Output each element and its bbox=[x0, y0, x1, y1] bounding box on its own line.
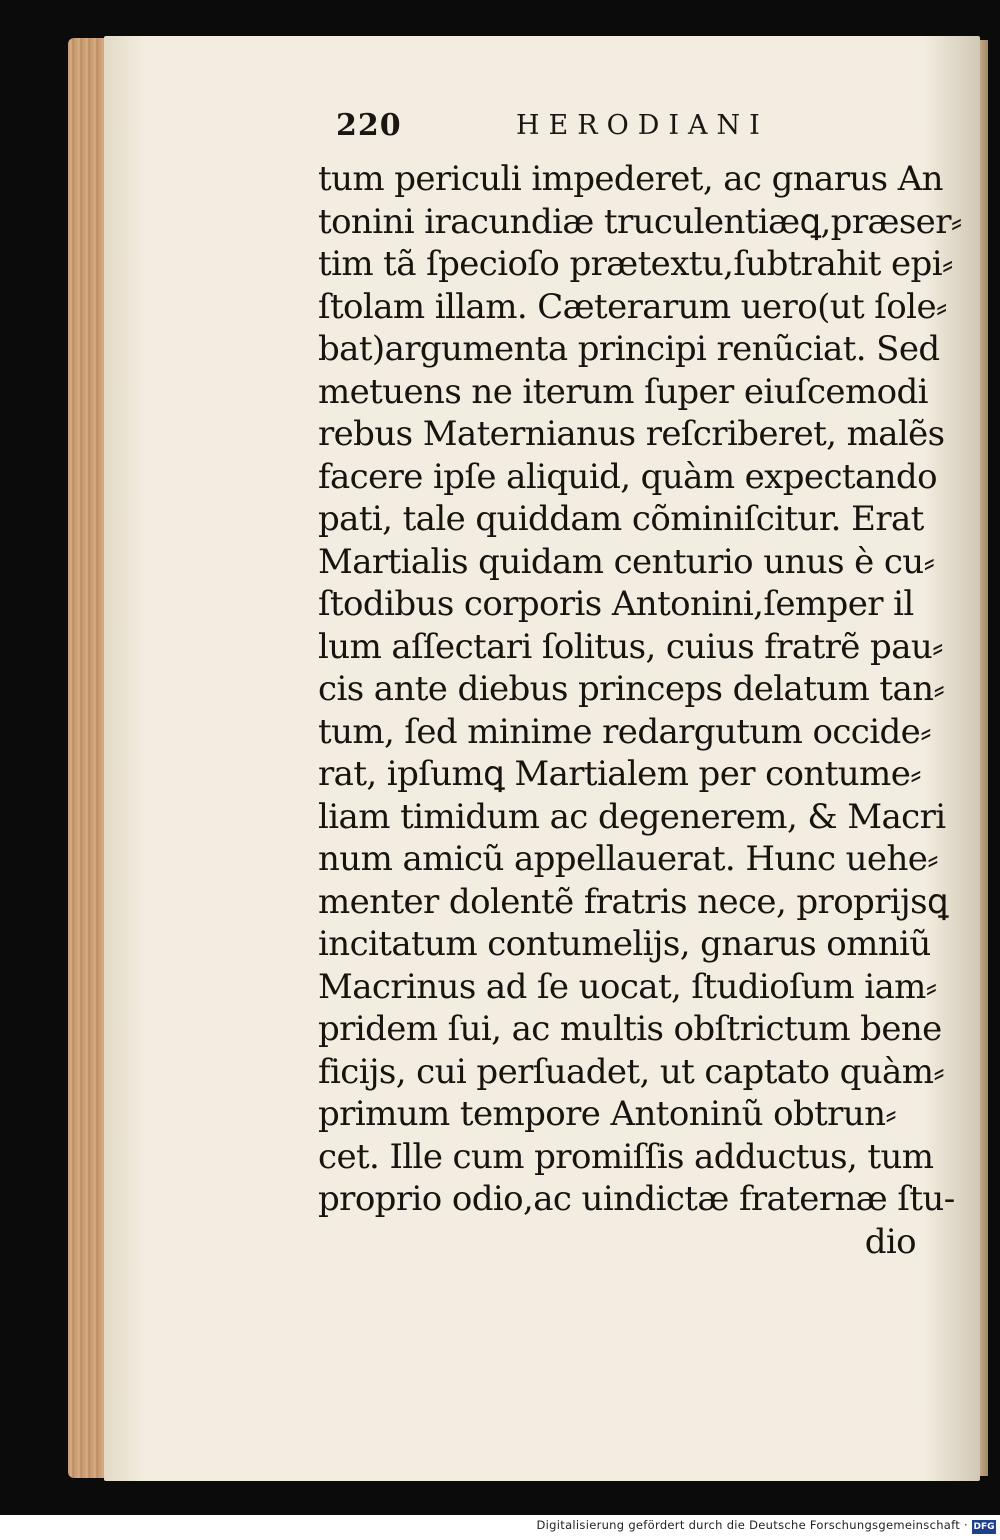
text-line: rebus Maternianus reſcriberet, malẽs bbox=[318, 414, 945, 454]
page-header bbox=[336, 108, 926, 152]
text-line: tum periculi impederet, ac gnarus An bbox=[318, 159, 943, 199]
text-line: cet. Ille cum promiſſis adductus, tum bbox=[318, 1136, 934, 1177]
text-line: num amicũ appellauerat. Hunc uehe⸗ bbox=[318, 839, 938, 879]
text-line: pridem ſui, ac multis obſtrictum bene bbox=[318, 1009, 942, 1049]
dfg-logo-icon: DFG bbox=[973, 1522, 995, 1532]
text-line: menter dolentẽ fratris nece, proprijsꝗ bbox=[318, 881, 948, 922]
text-line: tum, ſed minime redargutum occide⸗ bbox=[318, 711, 931, 752]
text-line: bat)argumenta principi renũciat. Sed bbox=[318, 329, 940, 369]
footer-bar bbox=[0, 1515, 1000, 1540]
text-line: primum tempore Antoninũ obtrun⸗ bbox=[318, 1094, 897, 1134]
catchword: dio bbox=[864, 1221, 916, 1262]
text-line: incitatum contumelijs, gnarus omniũ bbox=[318, 924, 931, 964]
running-title: HERODIANI bbox=[516, 110, 769, 141]
text-line: liam timidum ac degenerem, & Macri bbox=[318, 796, 946, 837]
funding-credit: Digitalisierung gefördert durch die Deutsche Forschungsgemeinschaft · bbox=[536, 1518, 968, 1532]
text-line: tonini iracundiæ truculentiæꝗ,præser⸗ bbox=[318, 201, 962, 242]
text-line: ficijs, cui perſuadet, ut captato quàm⸗ bbox=[318, 1051, 945, 1092]
text-line: ſtolam illam. Cæterarum uero(ut ſole⸗ bbox=[318, 286, 947, 327]
text-line: proprio odio,ac uindictæ fraternæ ſtu- bbox=[318, 1179, 955, 1219]
body-text bbox=[318, 158, 962, 1263]
text-line: Macrinus ad ſe uocat, ſtudioſum iam⸗ bbox=[318, 966, 937, 1007]
text-line: cis ante diebus princeps delatum tan⸗ bbox=[318, 669, 945, 709]
text-line: ſtodibus corporis Antonini,ſemper il bbox=[318, 584, 914, 624]
text-line: lum aſſectari ſolitus, cuius fratrẽ pau⸗ bbox=[318, 626, 943, 667]
text-line: Martialis quidam centurio unus è cu⸗ bbox=[318, 541, 935, 582]
text-line: facere ipſe aliquid, quàm expectando bbox=[318, 456, 937, 497]
text-line: tim tã ſpecioſo prætextu,ſubtrahit epi⸗ bbox=[318, 244, 953, 284]
text-line: metuens ne iterum ſuper eiuſcemodi bbox=[318, 371, 928, 412]
text-line: pati, tale quiddam cõminiſcitur. Erat bbox=[318, 499, 924, 539]
page-number: 220 bbox=[336, 108, 402, 143]
text-line: rat, ipſumꝗ Martialem per contume⸗ bbox=[318, 754, 921, 794]
